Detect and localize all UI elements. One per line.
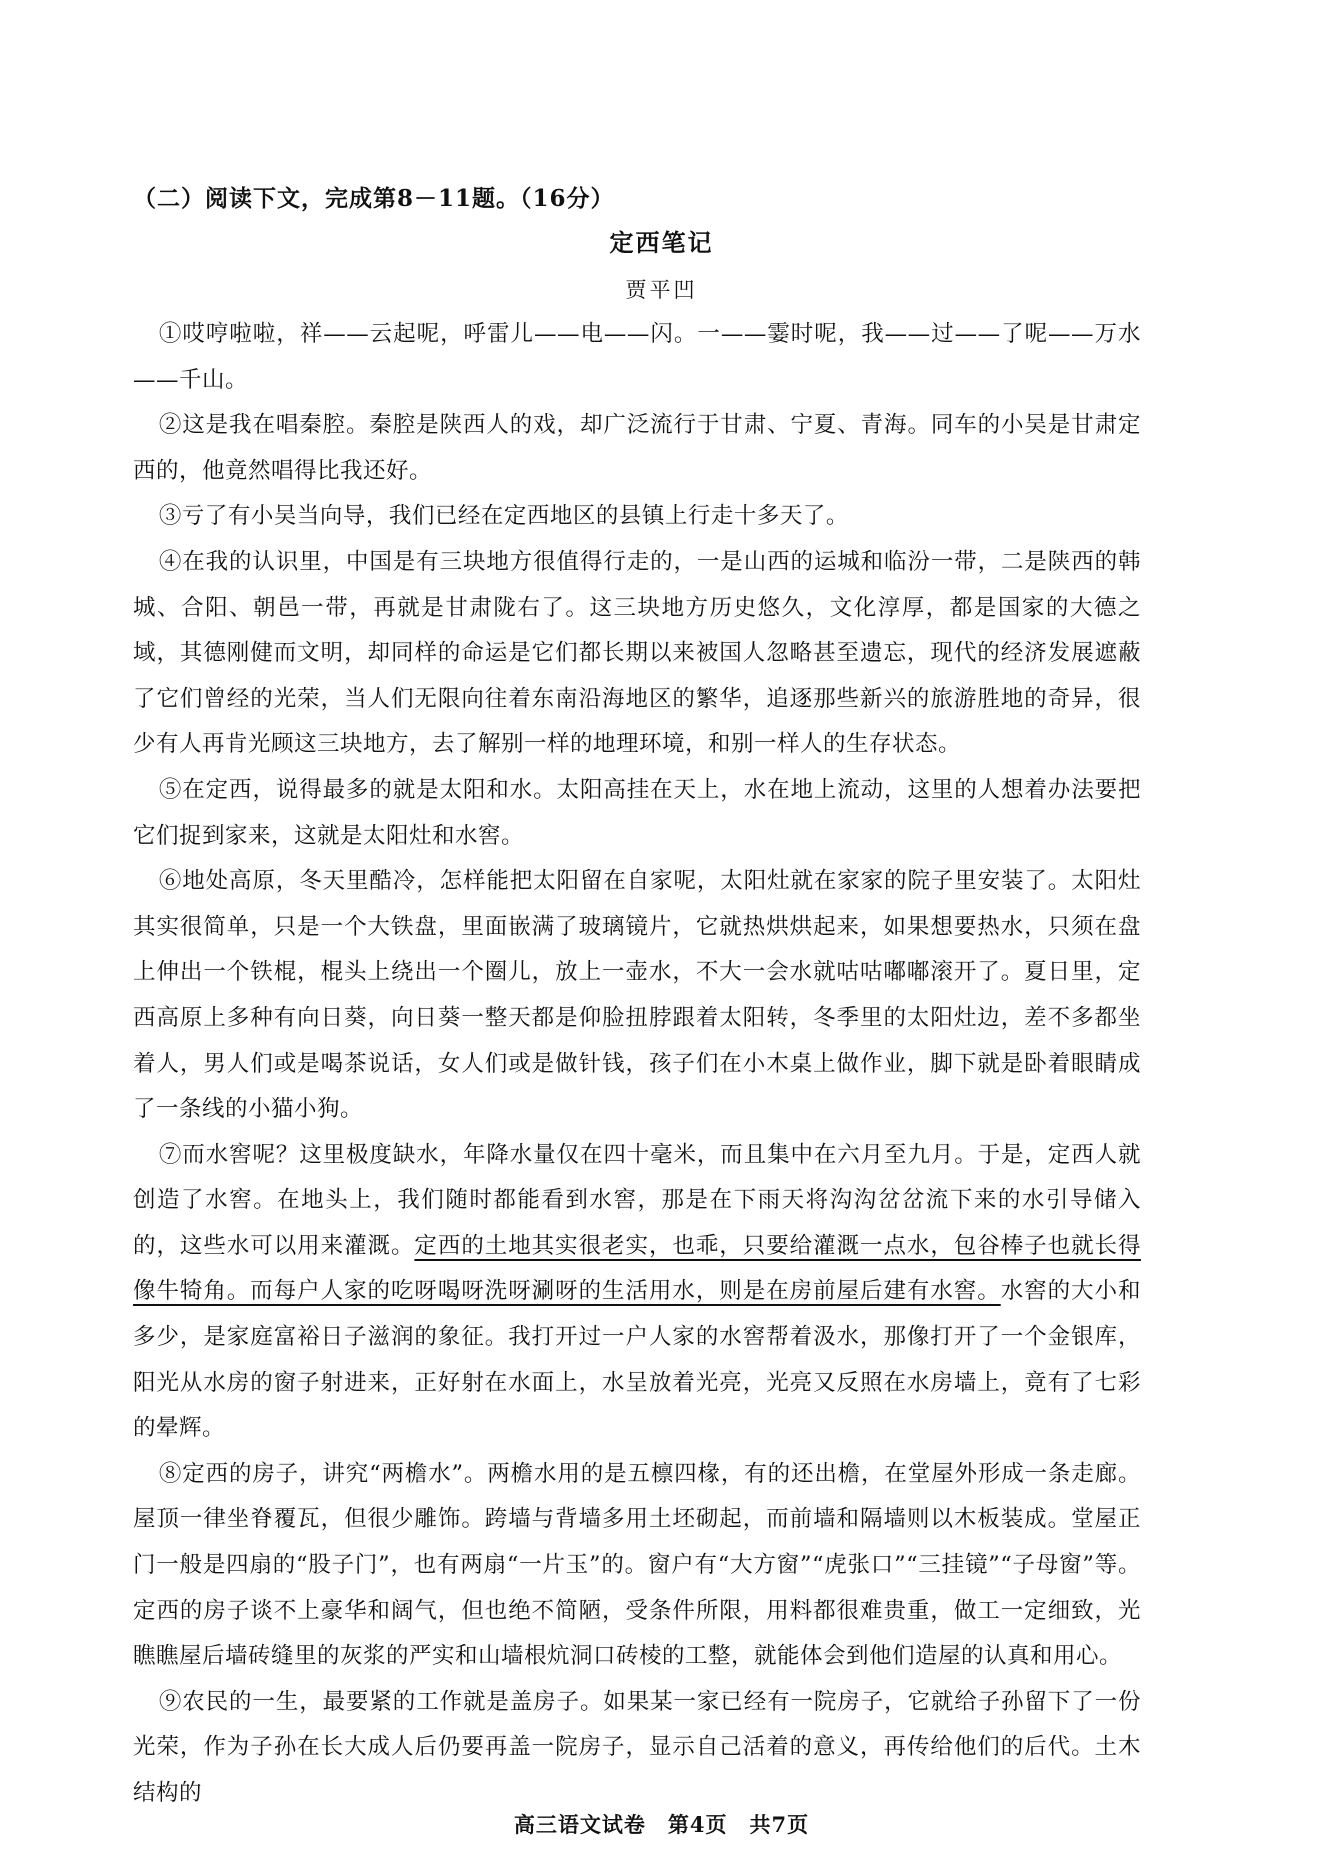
- paragraph-7-after: 水窖的大小和多少，是家庭富裕日子滋润的象征。我打开过一户人家的水窖帮着汲水，那像打开了一个金银库，阳光从水房的窗子射进来，正好射在水面上，水呈放着光亮，光亮又反照在水房墙上，竟有了七彩的晕辉。: [133, 1278, 1141, 1442]
- paragraph-3: ③亏了有小吴当向导，我们已经在定西地区的县镇上行走十多天了。: [158, 503, 849, 530]
- paragraph-1: ①哎哼啦啦，祥——云起呢，呼雷儿——电——闪。一——霎时呢，我——过——了呢——万水——千山。: [133, 321, 1141, 393]
- paragraph-7: [133, 1133, 1141, 1452]
- article-title: 定西笔记: [609, 228, 714, 257]
- paragraph-6: ⑥地处高原，冬天里酷冷，怎样能把太阳留在自家呢，太阳灶就在家家的院子里安装了。太阳灶其实很简单，只是一个大铁盘，里面嵌满了玻璃镜片，它就热烘烘起来，如果想要热水，只须在盘上伸出一个铁棍，棍头上绕出一个圈儿，放上一壶水，不大一会水就咕咕嘟嘟滚开了。夏日里，定西高原上多种有向日葵，向日葵一整天都是仰脸扭脖跟着太阳转，冬季里的太阳灶边，差不多都坐着人，男人们或是喝茶说话，女人们或是做针钱，孩子们在小木桌上做作业，脚下就是卧着眼睛成了一条线的小猫小狗。: [133, 868, 1141, 1123]
- paragraph-4: ④在我的认识里，中国是有三块地方很值得行走的，一是山西的运城和临汾一带，二是陕西的韩城、合阳、朝邑一带，再就是甘肃陇右了。这三块地方历史悠久，文化淳厚，都是国家的大德之域，其德刚健而文明，却同样的命运是它们都长期以来被国人忽略甚至遗忘，现代的经济发展遮蔽了它们曾经的光荣，当人们无限向往着东南沿海地区的繁华，追逐那些新兴的旅游胜地的奇异，很少有人再肯光顾这三块地方，去了解别一样的地理环境，和别一样人的生存状态。: [133, 548, 1141, 758]
- paragraph-9: ⑨农民的一生，最要紧的工作就是盖房子。如果某一家已经有一院房子，它就给子孙留下了一份光荣，作为子孙在长大成人后仍要再盖一院房子，显示自己活着的意义，再传给他们的后代。土木结构的: [133, 1688, 1141, 1806]
- page-footer: 高三语文试卷 第4页 共7页: [513, 1812, 810, 1837]
- paragraph-5: ⑤在定西，说得最多的就是太阳和水。太阳高挂在天上，水在地上流动，这里的人想着办法要把它们捉到家来，这就是太阳灶和水窖。: [133, 776, 1141, 849]
- paragraph-2: ②这是我在唱秦腔。秦腔是陕西人的戏，却广泛流行于甘肃、宁夏、青海。同车的小吴是甘肃定西的，他竟然唱得比我还好。: [133, 412, 1141, 484]
- paragraph-7-before: ⑦而水窖呢？这里极度缺水，年降水量仅在四十毫米，而且集中在六月至九月。于是，定西人就创造了水窖。在地头上，我们随时都能看到水窖，那是在下雨天将沟沟岔岔流下来的水引导储入的，这些水可以用来灌溉。: [133, 1141, 1141, 1259]
- article-body: [133, 312, 1141, 1817]
- paragraph-8: ⑧定西的房子，讲究“两檐水”。两檐水用的是五檩四椽，有的还出檐，在堂屋外形成一条走廊。屋顶一律坐脊覆瓦，但很少雕饰。跨墙与背墙多用土坯砌起，而前墙和隔墙则以木板装成。堂屋正门一般是四扇的“股子门”，也有两扇“一片玉”的。窗户有“大方窗”“虎张口”“三挂镜”“子母窗”等。定西的房子谈不上豪华和阔气，但也绝不简陋，受条件所限，用料都很难贵重，做工一定细致，光瞧瞧屋后墙砖缝里的灰浆的严实和山墙根炕洞口砖棱的工整，就能体会到他们造屋的认真和用心。: [133, 1460, 1141, 1670]
- underlined-sentence: 定西的土地其实很老实，也乖，只要给灌溉一点水，包谷棒子也就长得像牛犄角。而每户人家的吃呀喝呀洗呀涮呀的生活用水，则是在房前屋后建有水窖。: [133, 1232, 1141, 1305]
- article-author: 贾平凹: [625, 278, 698, 302]
- section-heading: （二）阅读下文，完成第8－11题。（16分）: [133, 185, 615, 212]
